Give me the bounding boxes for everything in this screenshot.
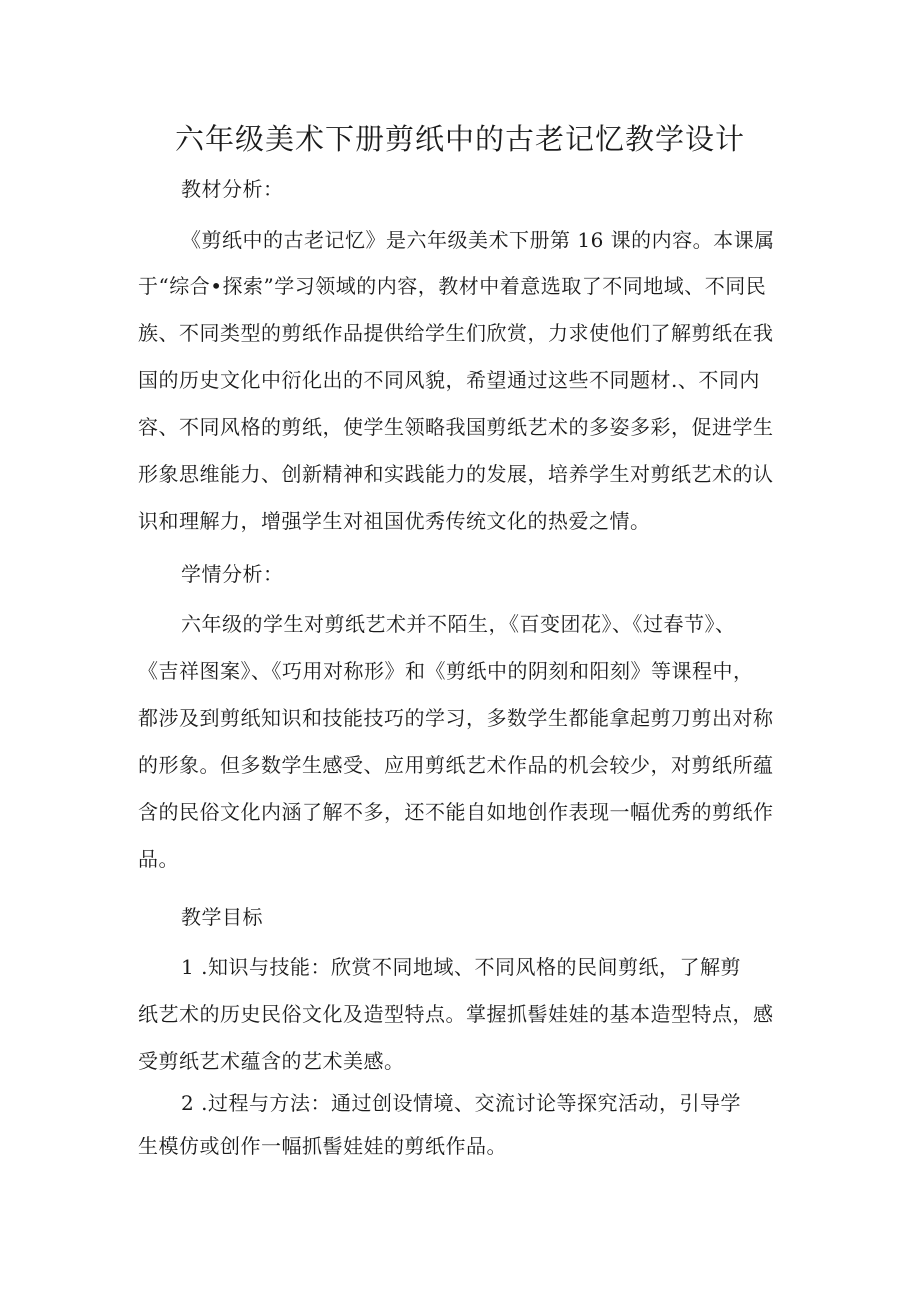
paragraph-line: 识和理解力，增强学生对祖国优秀传统文化的热爱之情。	[138, 509, 651, 533]
section-heading-student: 学情分析：	[181, 562, 284, 586]
paragraph-line: 1 .知识与技能：欣赏不同地域、不同风格的民间剪纸，了解剪	[181, 955, 741, 979]
paragraph-line: 容、不同风格的剪纸，使学生领略我国剪纸艺术的多姿多彩，促进学生	[138, 415, 774, 439]
paragraph-line: 纸艺术的历史民俗文化及造型特点。掌握抓髻娃娃的基本造型特点，感	[138, 1002, 774, 1026]
paragraph-line: 品。	[138, 847, 179, 871]
paragraph-line: 形象思维能力、创新精神和实践能力的发展，培养学生对剪纸艺术的认	[138, 462, 774, 486]
section-heading-material: 教材分析：	[181, 177, 284, 201]
paragraph-line: 国的历史文化中衍化出的不同风貌，希望通过这些不同题材.、不同内	[138, 368, 760, 392]
paragraph-line: 2 .过程与方法：通过创设情境、交流讨论等探究活动，引导学	[181, 1091, 741, 1115]
paragraph-line: 《剪纸中的古老记忆》是六年级美术下册第 16 课的内容。本课属	[181, 228, 775, 252]
paragraph-line: 生模仿或创作一幅抓髻娃娃的剪纸作品。	[138, 1134, 507, 1158]
section-heading-goals: 教学目标	[181, 905, 263, 929]
paragraph-line: 《吉祥图案》、《巧用对称形》和《剪纸中的阴刻和阳刻》等课程中，	[138, 659, 754, 683]
paragraph-line: 六年级的学生对剪纸艺术并不陌生，《百变团花》、《过春节》、	[181, 612, 736, 636]
paragraph-line: 含的民俗文化内涵了解不多，还不能自如地创作表现一幅优秀的剪纸作	[138, 800, 774, 824]
paragraph-line: 的形象。但多数学生感受、应用剪纸艺术作品的机会较少，对剪纸所蕴	[138, 753, 774, 777]
paragraph-line: 受剪纸艺术蕴含的艺术美感。	[138, 1049, 405, 1073]
paragraph-line: 族、不同类型的剪纸作品提供给学生们欣赏，力求使他们了解剪纸在我	[138, 321, 774, 345]
paragraph-line: 于“综合•探索”学习领域的内容，教材中着意选取了不同地域、不同民	[138, 274, 767, 298]
paragraph-line: 都涉及到剪纸知识和技能技巧的学习，多数学生都能拿起剪刀剪出对称	[138, 706, 774, 730]
page-title: 六年级美术下册剪纸中的古老记忆教学设计	[174, 122, 745, 156]
